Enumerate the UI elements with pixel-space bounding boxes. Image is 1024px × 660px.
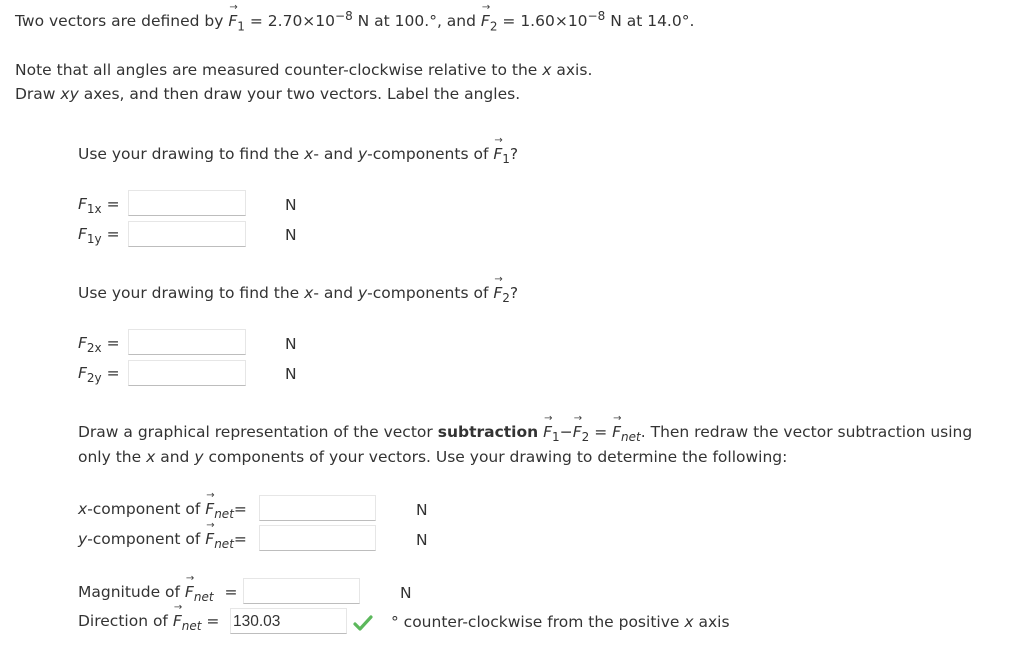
f2y-input[interactable] bbox=[128, 360, 246, 386]
fnet-y-unit: N bbox=[416, 531, 428, 549]
f1y-label: $F_{1y}$ = bbox=[78, 225, 120, 247]
vector-fnet-symbol: → F bbox=[205, 490, 215, 518]
fnet-magnitude-label: Magnitude of → $F_{net}$ = bbox=[78, 573, 238, 605]
note-angles: Note that all angles are measured counter-clockwise relative to the x axis. bbox=[15, 61, 593, 79]
vector-arrow-icon: → bbox=[494, 135, 503, 146]
vector-f1-symbol: → F bbox=[543, 413, 553, 441]
f1x-input[interactable] bbox=[128, 190, 246, 216]
fnet-magnitude-unit: N bbox=[400, 584, 412, 602]
f2x-label: $F_{2x}$ = bbox=[78, 334, 120, 356]
problem-statement: Two vectors are defined by → $F_1 = 2.70\times 10^{-8}$ N at 100.°, and → $F_2 = 1.60\times 10^{-8}$ N at 14.0°. bbox=[15, 2, 695, 34]
fnet-direction-label: Direction of → $F_{net}$ = bbox=[78, 602, 220, 634]
vector-fnet-symbol: → F bbox=[205, 520, 215, 548]
section3-prompt-line2: only the x and y components of your vectors. Use your drawing to determine the following: bbox=[78, 448, 788, 466]
vector-arrow-icon: → bbox=[173, 602, 183, 613]
f1x-unit: N bbox=[285, 196, 297, 214]
vector-fnet-symbol: → F bbox=[172, 602, 183, 630]
vector-fnet-symbol: → F bbox=[612, 413, 622, 441]
fnet-magnitude-input[interactable] bbox=[243, 578, 360, 604]
fnet-y-label: y-component of → $F_{net}=$ bbox=[78, 520, 247, 552]
vector-arrow-icon: → bbox=[206, 520, 215, 531]
vector-arrow-icon: → bbox=[229, 2, 238, 14]
vector-f2-symbol: → F bbox=[572, 413, 583, 441]
vector-arrow-icon: → bbox=[544, 413, 553, 424]
fnet-direction-unit: ° counter-clockwise from the positive x axis bbox=[391, 613, 730, 631]
fnet-x-unit: N bbox=[416, 501, 428, 519]
vector-f2-symbol: → F bbox=[480, 2, 491, 31]
f2x-input[interactable] bbox=[128, 329, 246, 355]
f2y-unit: N bbox=[285, 365, 297, 383]
f2x-unit: N bbox=[285, 335, 297, 353]
f1y-unit: N bbox=[285, 226, 297, 244]
f1x-label: $F_{1x}$ = bbox=[78, 195, 120, 217]
vector-arrow-icon: → bbox=[185, 573, 195, 584]
vector-arrow-icon: → bbox=[481, 2, 491, 14]
correct-check-icon bbox=[353, 614, 373, 632]
f2y-label: $F_{2y}$ = bbox=[78, 364, 120, 386]
f1y-input[interactable] bbox=[128, 221, 246, 247]
fnet-direction-input[interactable]: 130.03 bbox=[230, 608, 347, 634]
section1-prompt: Use your drawing to find the x- and y-components of → $F_1$? bbox=[78, 135, 519, 167]
vector-fnet-symbol: → F bbox=[184, 573, 195, 601]
note-draw-axes: Draw xy axes, and then draw your two vectors. Label the angles. bbox=[15, 85, 521, 103]
section2-prompt: Use your drawing to find the x- and y-components of → $F_2$? bbox=[78, 274, 519, 306]
vector-f2-symbol: → F bbox=[493, 274, 503, 302]
vector-arrow-icon: → bbox=[613, 413, 622, 424]
vector-arrow-icon: → bbox=[573, 413, 583, 424]
section3-prompt-line1: Draw a graphical representation of the vector subtraction → $F_1-$ → $F_2$ = → $F_{net}$. Then redraw the vector subtraction using bbox=[78, 413, 973, 445]
vector-arrow-icon: → bbox=[494, 274, 503, 285]
vector-f1-symbol: → F bbox=[228, 2, 238, 31]
fnet-x-input[interactable] bbox=[259, 495, 376, 521]
vector-arrow-icon: → bbox=[206, 490, 215, 501]
vector-f1-symbol: → F bbox=[493, 135, 503, 163]
fnet-x-label: x-component of → $F_{net}=$ bbox=[78, 490, 247, 522]
fnet-y-input[interactable] bbox=[259, 525, 376, 551]
